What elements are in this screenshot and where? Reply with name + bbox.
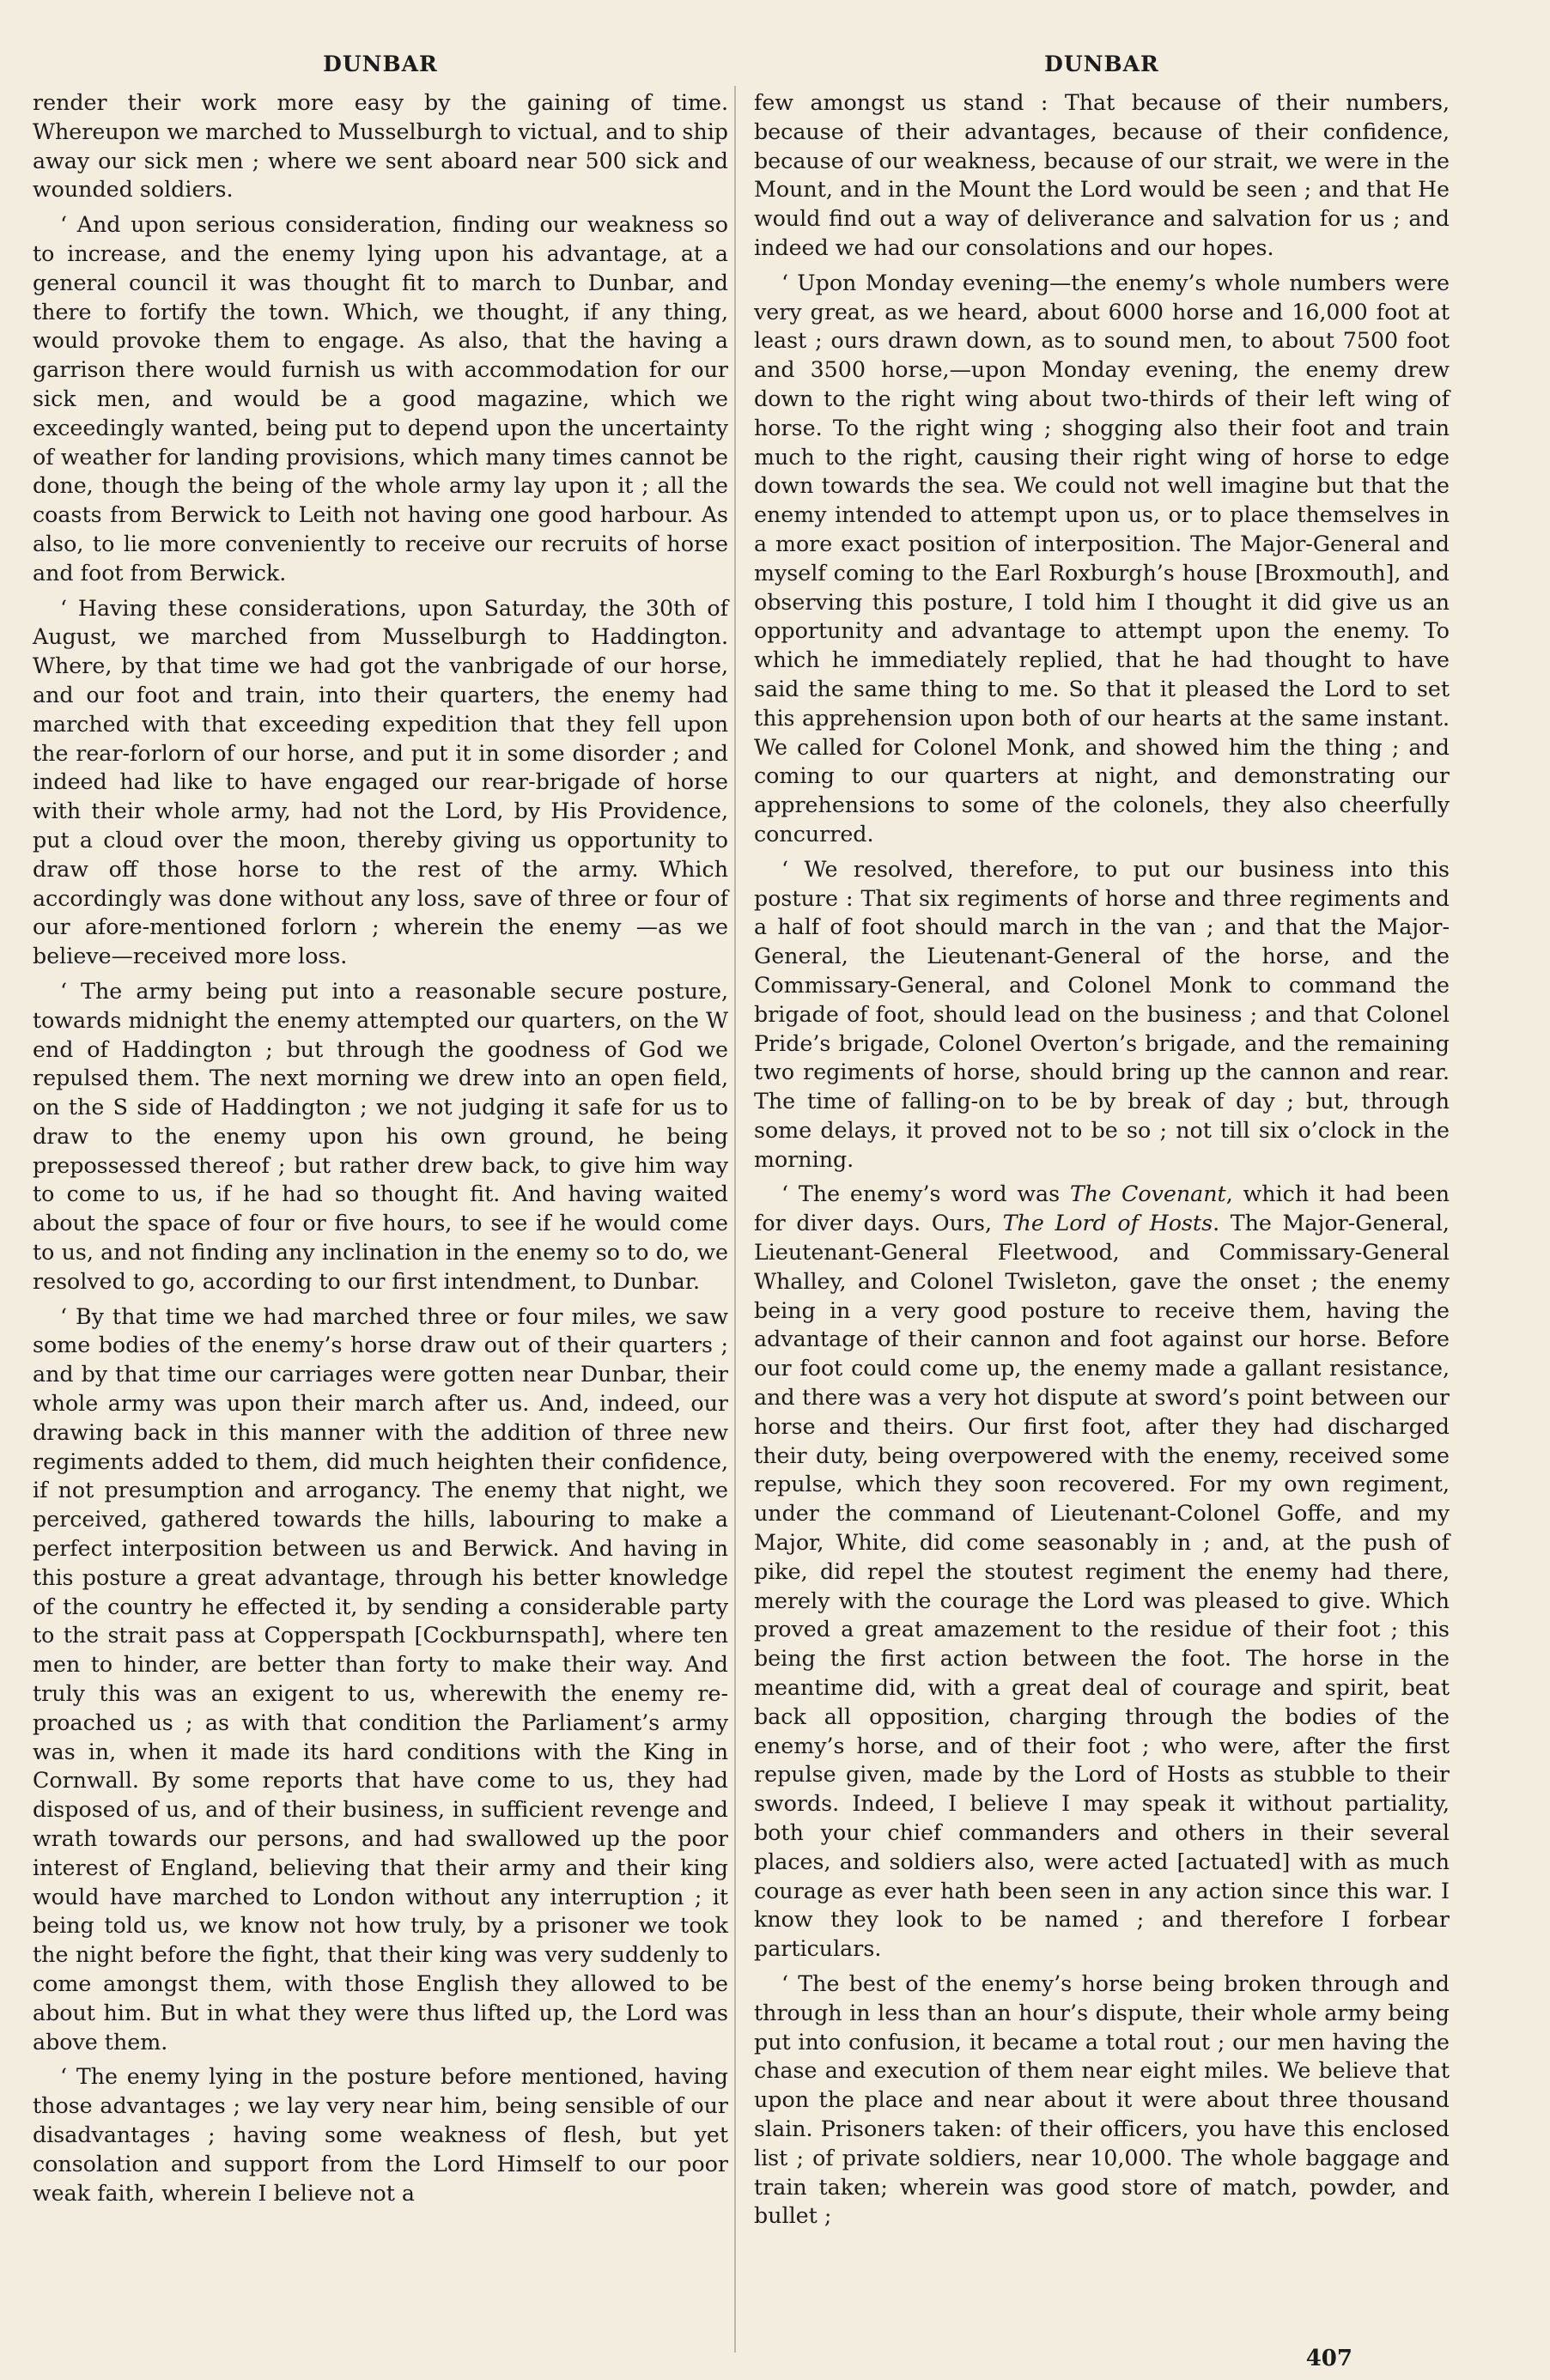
paragraph: ‘ We resolved, therefore, to put our business into this posture : That six regiments of horse and three regiments and a half of foot should march in the van ; and that the Major-General, the Lieutenant-General of the horse, and the Commissary-General, and Colonel Monk to command the brigade of foot, should lead on the business ; and that Colonel Pride’s brigade, Colonel Overton’s brigade, and the remaining two regiments of horse, should bring up the cannon and rear. The time of falling-on to be by break of day ; but, through some delays, it proved not to be so ; not till six o’clock in the morning. [754,856,1450,1172]
running-head-right: DUNBAR [1044,52,1159,76]
paragraph: ‘ The enemy lying in the posture before mentioned, having those advantages ; we lay very near him, being sensible of our disadvantages ; having some weakness of flesh, but yet consolation and support from the Lord Himself to our poor weak faith, wherein I believe not a [33,2064,728,2206]
column-divider [734,86,736,2353]
paragraph: ‘ Upon Monday evening—the enemy’s whole numbers were very great, as we heard, about 6000 horse and 16,000 foot at least ; ours drawn down, as to sound men, to about 7500 foot and 3500 horse,—upon Monday evening, the enemy drew down to the right wing about two-thirds of their left wing of horse. To the right wing ; shogging also their foot and train much to the right, causing their right wing of horse to edge down towards the sea. We could not well imagine but that the enemy intended to attempt upon us, or to place themselves in a more exact position of interposition. The Major-General and myself coming to the Earl Roxburgh’s house [Broxmouth], and observing this posture, I told him I thought it did give us an opportunity and advantage to attempt upon the enemy. To which he immediately replied, that he had thought to have said the same thing to me. So that it pleased the Lord to set this apprehension upon both of our hearts at the same instant. We called for Colonel Monk, and showed him the thing ; and coming to our quarters at night, and demonstrating our apprehensions to some of the colonels, they also cheerfully concurred. [754,270,1450,847]
paragraph: ‘ The enemy’s word was The Covenant, which it had been for diver days. Ours, The Lord of Hosts. The Major-General, Lieutenant-General Fleetwood, and Commissary-General Whalley, and Colonel Twisleton, gave the onset ; the enemy being in a very good posture to receive them, having the advantage of their cannon and foot against our horse. Before our foot could come up, the enemy made a gallant resistance, and there was a very hot dispute at sword’s point between our horse and theirs. Our first foot, after they had discharged their duty, being overpowered with the enemy, received some repulse, which they soon recovered. For my own regiment, under the command of Lieutenant-Colonel Goffe, and my Major, White, did come seasonably in ; and, at the push of pike, did repel the stoutest regiment the enemy had there, merely with the courage the Lord was pleased to give. Which proved a great amazement to the residue of their foot ; this being the first action between the foot. The horse in the meantime did, with a great deal of courage and spirit, beat back all opposition, charging through the bodies of the enemy’s horse, and of their foot ; who were, after the first repulse given, made by the Lord of Hosts as stubble to their swords. Indeed, I believe I may speak it without partiality, both your chief commanders and others in their several places, and soldiers also, were acted [actuated] with as much courage as ever hath been seen in any action since this war. I know they look to be named ; and therefore I forbear particulars. [754,1181,1450,1962]
right-column-text [754,88,1450,2231]
running-head-left: DUNBAR [323,52,438,76]
paragraph: ‘ And upon serious consideration, finding our weakness so to increase, and the enemy lying upon his advantage, at a general council it was thought fit to march to Dunbar, and there to fortify the town. Which, we thought, if any thing, would provoke them to engage. As also, that the having a garrison there would furnish us with accommodation for our sick men, and would be a good magazine, which we exceedingly wanted, being put to depend upon the uncertainty of weather for landing provisions, which many times cannot be done, though the being of the whole army lay upon it ; all the coasts from Berwick to Leith not having one good harbour. As also, to lie more conveniently to receive our recruits of horse and foot from Berwick. [33,212,728,586]
right-column [754,47,1450,2237]
paragraph: ‘ By that time we had marched three or four miles, we saw some bodies of the enemy’s horse draw out of their quarters ; and by that time our carriages were gotten near Dunbar, their whole army was upon their march after us. And, indeed, our drawing back in this manner with the addition of three new regiments added to them, did much heighten their confidence, if not presumption and arrogancy. The enemy that night, we perceived, gathered towards the hills, labouring to make a perfect interposition between us and Berwick. And having in this posture a great advantage, through his better knowledge of the country he effected it, by sending a considerable party to the strait pass at Copperspath [Cockburnspath], where ten men to hinder, are better than forty to make their way. And truly this was an exigent to us, wherewith the enemy reproached us ; as with that condition the Parliament’s army was in, when it made its hard conditions with the King in Cornwall. By some reports that have come to us, they had disposed of us, and of their business, in sufficient revenge and wrath towards our persons, and had swallowed up the poor interest of England, believing that their army and their king would have marched to London without any interruption ; it being told us, we know not how truly, by a prisoner we took the night before the fight, that their king was very suddenly to come amongst them, with those English they allowed to be about him. But in what they were thus lifted up, the Lord was above them. [33,1303,728,2055]
page-number: 407 [1305,2346,1352,2371]
paragraph: ‘ Having these considerations, upon Saturday, the 30th of August, we marched from Musselburgh to Haddington. Where, by that time we had got the vanbrigade of our horse, and our foot and train, into their quarters, the enemy had marched with that exceeding expedition that they fell upon the rear-forlorn of our horse, and put it in some disorder ; and indeed had like to have engaged our rear-brigade of horse with their whole army, had not the Lord, by His Providence, put a cloud over the moon, thereby giving us opportunity to draw off those horse to the rest of the army. Which accordingly was done without any loss, save of three or four of our afore-mentioned forlorn ; wherein the enemy —as we believe—received more loss. [33,595,728,969]
paragraph: few amongst us stand : That because of their numbers, because of their advantages, because of their confidence, because of our weakness, because of our strait, we were in the Mount, and in the Mount the Lord would be seen ; and that He would find out a way of deliverance and salvation for us ; and indeed we had our consolations and our hopes. [754,90,1450,260]
left-column [33,47,728,2213]
paragraph: ‘ The best of the enemy’s horse being broken through and through in less than an hour’s dispute, their whole army being put into confusion, it became a total rout ; our men having the chase and execution of them near eight miles. We believe that upon the place and near about it were about three thousand slain. Prisoners taken: of their officers, you have this enclosed list ; of private soldiers, near 10,000. The whole baggage and train taken; wherein was good store of match, powder, and bullet ; [754,1971,1450,2229]
paragraph: ‘ The army being put into a reasonable secure posture, towards midnight the enemy attempted our quarters, on the W end of Haddington ; but through the goodness of God we repulsed them. The next morning we drew into an open field, on the S side of Haddington ; we not judging it safe for us to draw to the enemy upon his own ground, he being prepossessed thereof ; but rather drew back, to give him way to come to us, if he had so thought fit. And having waited about the space of four or five hours, to see if he would come to us, and not finding any inclination in the enemy so to do, we resolved to go, according to our first intendment, to Dunbar. [33,978,728,1294]
left-column-text [33,88,728,2207]
paragraph: render their work more easy by the gaining of time. Whereupon we marched to Musselburgh to victual, and to ship away our sick men ; where we sent aboard near 500 sick and wounded soldiers. [33,90,728,203]
